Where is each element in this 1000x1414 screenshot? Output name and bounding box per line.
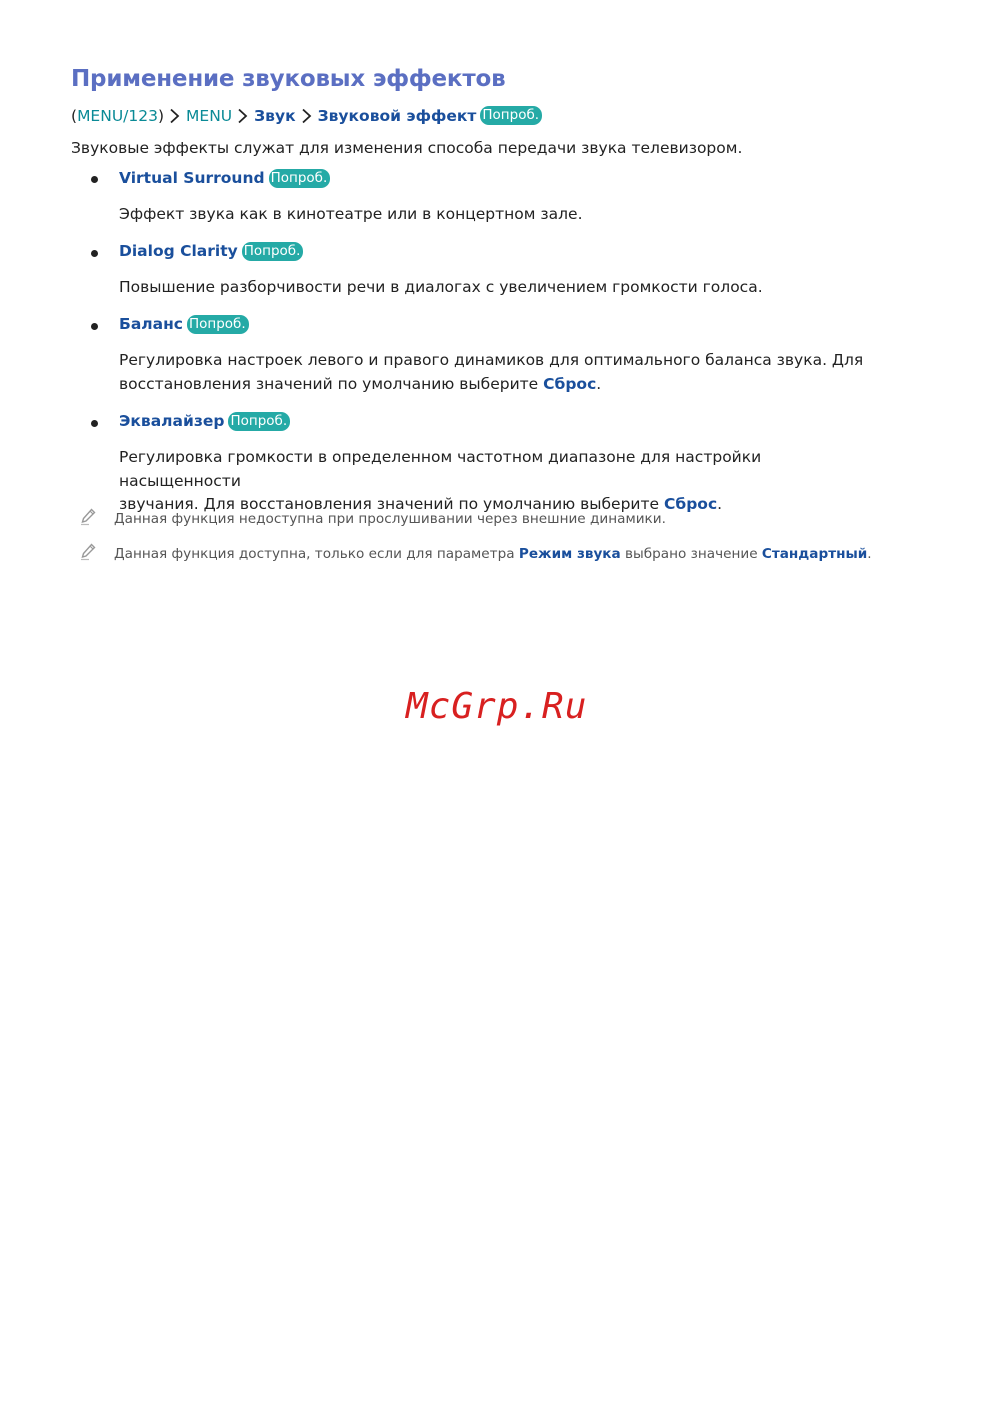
chevron-right-icon: [235, 108, 251, 124]
bullet-icon: [91, 323, 98, 330]
item-desc: Эффект звука как в кинотеатре или в концертном зале.: [119, 205, 583, 223]
intro-text: Звуковые эффекты служат для изменения способа передачи звука телевизором.: [71, 139, 743, 157]
item-title-label[interactable]: Баланс: [119, 315, 183, 333]
try-now-badge[interactable]: Попроб.: [480, 106, 542, 125]
chevron-right-icon: [299, 108, 315, 124]
item-desc-line2: восстановления значений по умолчанию выберите: [119, 374, 544, 393]
item-title-label[interactable]: Dialog Clarity: [119, 242, 238, 260]
item-desc-line1: Регулировка громкости в определенном частотном диапазоне для настройки насыщенности: [119, 448, 762, 490]
item-title-label[interactable]: Virtual Surround: [119, 169, 265, 187]
chevron-right-icon: [167, 108, 183, 124]
watermark: McGrp.Ru: [406, 686, 588, 727]
pencil-note-icon: [80, 543, 96, 561]
item-title-equalizer: [119, 412, 290, 431]
note-text: [114, 546, 872, 562]
breadcrumb-menu[interactable]: MENU: [186, 106, 233, 125]
item-title-dialog-clarity: [119, 242, 303, 261]
breadcrumb-menu-key[interactable]: MENU/123: [77, 106, 158, 125]
try-now-badge[interactable]: Попроб.: [269, 169, 331, 188]
page-title: Применение звуковых эффектов: [71, 66, 506, 92]
reset-link[interactable]: Сброс: [543, 374, 597, 393]
breadcrumb-sound-effect[interactable]: Звуковой эффект: [317, 106, 477, 125]
bullet-icon: [91, 176, 98, 183]
reset-link[interactable]: Сброс: [664, 495, 718, 513]
breadcrumb-open-paren: (: [71, 106, 78, 125]
pencil-note-icon: [80, 508, 96, 526]
item-desc: [119, 446, 879, 517]
note-text-mid: выбрано значение: [620, 546, 762, 562]
period: .: [717, 495, 723, 513]
note-text-pre: Данная функция доступна, только если для параметра: [114, 546, 519, 562]
breadcrumb: [71, 106, 542, 125]
try-now-badge[interactable]: Попроб.: [187, 315, 249, 334]
item-desc: Повышение разборчивости речи в диалогах с увеличением громкости голоса.: [119, 278, 763, 296]
item-title-virtual-surround: [119, 169, 330, 188]
bullet-icon: [91, 250, 98, 257]
item-title-balance: [119, 315, 249, 334]
period: .: [596, 374, 602, 393]
note-text: Данная функция недоступна при прослушивании через внешние динамики.: [114, 511, 666, 527]
standard-link[interactable]: Стандартный: [761, 546, 868, 562]
sound-mode-link[interactable]: Режим звука: [518, 546, 621, 562]
breadcrumb-close-paren: ): [157, 106, 165, 125]
breadcrumb-sound[interactable]: Звук: [254, 106, 296, 125]
bullet-icon: [91, 420, 98, 427]
item-desc-line2: звучания. Для восстановления значений по умолчанию выберите: [119, 495, 664, 513]
try-now-badge[interactable]: Попроб.: [228, 412, 290, 431]
item-desc-line1: Регулировка настроек левого и правого динамиков для оптимального баланса звука. Для: [119, 351, 864, 369]
note-text-post: .: [867, 546, 872, 562]
item-desc: [119, 349, 879, 396]
try-now-badge[interactable]: Попроб.: [242, 242, 304, 261]
item-title-label[interactable]: Эквалайзер: [119, 412, 225, 430]
